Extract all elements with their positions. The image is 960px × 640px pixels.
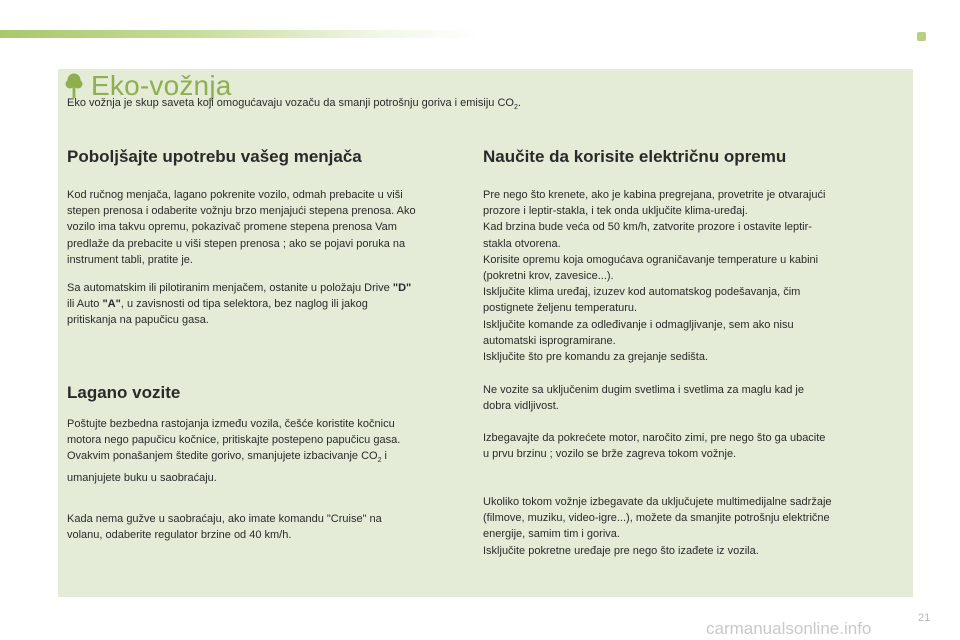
heading-gearbox: Poboljšajte upotrebu vašeg menjača bbox=[67, 147, 362, 166]
text-line: stakla otvorena. bbox=[483, 237, 561, 250]
text-line: Kad brzina bude veća od 50 km/h, zatvorite prozore i ostavite leptir- bbox=[483, 221, 812, 234]
corner-marker bbox=[917, 32, 926, 41]
co2-subscript: 2 bbox=[377, 457, 382, 465]
header-accent-bar bbox=[0, 30, 480, 38]
text-line: Poštujte bezbedna rastojanja između vozila, češće koristite kočnicu bbox=[67, 418, 395, 430]
text-line: instrument tabli, pratite je. bbox=[67, 253, 193, 266]
paragraph-headlights bbox=[483, 382, 804, 414]
text-line: motora nego papučicu kočnice, pritiskajte postepeno papučicu gasa. bbox=[67, 434, 401, 447]
drive-mode-label: "D" bbox=[392, 282, 412, 294]
paragraph-multimedia bbox=[483, 494, 832, 559]
page-title: Eko-vožnja bbox=[91, 70, 232, 101]
heading-electrical-equipment: Naučite da korisite električnu opremu bbox=[483, 147, 787, 166]
text-line: u prvu brzinu ; vozilo se brže zagreva tokom vožnje. bbox=[483, 448, 737, 461]
text-line: Isključite komande za odleđivanje i odmagljivanje, sem ako nisu bbox=[483, 318, 794, 331]
text-line: vozilo ima takvu opremu, pokazivač promene stepena prenosa Vam bbox=[67, 221, 397, 234]
intro-end: . bbox=[517, 97, 521, 109]
paragraph-cruise bbox=[67, 511, 382, 543]
text-line bbox=[67, 296, 411, 312]
text-line: Kada nema gužve u saobraćaju, ako imate komandu "Cruise" na bbox=[67, 513, 382, 525]
text-line: Isključite što pre komandu za grejanje sedišta. bbox=[483, 351, 709, 364]
text-line: (pokretni krov, zavesice...). bbox=[483, 270, 614, 283]
text-line: Ne vozite sa uključenim dugim svetlima i svetlima za maglu kad je bbox=[483, 384, 804, 396]
text-line bbox=[67, 448, 400, 469]
page-number: 21 bbox=[918, 612, 931, 624]
watermark: carmanualsonline.info bbox=[706, 619, 872, 638]
auto-mode-label: "A" bbox=[102, 298, 121, 311]
text-segment: i bbox=[381, 450, 387, 463]
text-line: umanjujete buku u saobraćaju. bbox=[67, 471, 217, 484]
text-line: stepen prenosa i odaberite vožnju brzo menjajući stepena prenosa. Ako bbox=[67, 205, 416, 218]
text-line: automatski isprogramirane. bbox=[483, 334, 616, 347]
paragraph-ventilation bbox=[483, 187, 825, 365]
text-line: postignete željenu temperaturu. bbox=[483, 302, 638, 315]
text-line bbox=[67, 280, 411, 296]
text-line: predlaže da prebacite u viši stepen prenosa ; ako se pojavi poruka na bbox=[67, 237, 406, 250]
text-line: Isključite klima uređaj, izuzev kod automatskog podešavanja, čim bbox=[483, 286, 801, 299]
paragraph-engine-start bbox=[483, 430, 825, 462]
text-line: Ukoliko tokom vožnje izbegavate da uključujete multimedijalne sadržaje bbox=[483, 496, 832, 508]
text-segment: ili Auto bbox=[67, 298, 103, 311]
paragraph-safe-distance bbox=[67, 416, 400, 486]
text-line: Pre nego što krenete, ako je kabina pregrejana, provetrite je otvarajući bbox=[483, 189, 826, 201]
text-segment: , u zavisnosti od tipa selektora, bez naglog ili jakog bbox=[120, 298, 368, 311]
intro-main: Eko vožnja je skup saveta koji omogućavaju vozaču da smanji potrošnju goriva i emisiju CO bbox=[67, 97, 514, 109]
paragraph-automatic-gearbox bbox=[67, 280, 411, 329]
text-line: energije, samim tim i goriva. bbox=[483, 528, 620, 541]
text-line: Korisite opremu koja omogućava ograničavanje temperature u kabini bbox=[483, 253, 819, 266]
text-line: Kod ručnog menjača, lagano pokrenite vozilo, odmah prebacite u viši bbox=[67, 189, 403, 201]
text-segment: Sa automatskim ili pilotiranim menjačem, ostanite u položaju Drive bbox=[67, 282, 393, 294]
text-line: pritiskanja na papučicu gasa. bbox=[67, 314, 209, 327]
tree-icon bbox=[65, 73, 83, 99]
text-line: dobra vidljivost. bbox=[483, 400, 559, 413]
text-segment: Ovakvim ponašanjem štedite gorivo, smanjujete izbacivanje CO bbox=[67, 450, 378, 463]
intro-subscript: 2 bbox=[513, 104, 518, 112]
text-line: prozore i leptir-stakla, i tek onda uključite klima-uređaj. bbox=[483, 205, 748, 218]
text-line: Izbegavajte da pokrećete motor, naročito zimi, pre nego što ga ubacite bbox=[483, 432, 826, 444]
text-line: (filmove, muziku, video-igre...), možete da smanjite potrošnju električne bbox=[483, 512, 830, 525]
text-line: Isključite pokretne uređaje pre nego što izađete iz vozila. bbox=[483, 544, 759, 557]
paragraph-manual-gearbox bbox=[67, 187, 416, 268]
intro-text bbox=[67, 97, 521, 111]
heading-drive-smoothly: Lagano vozite bbox=[67, 383, 181, 402]
text-line: volanu, odaberite regulator brzine od 40 km/h. bbox=[67, 529, 292, 542]
